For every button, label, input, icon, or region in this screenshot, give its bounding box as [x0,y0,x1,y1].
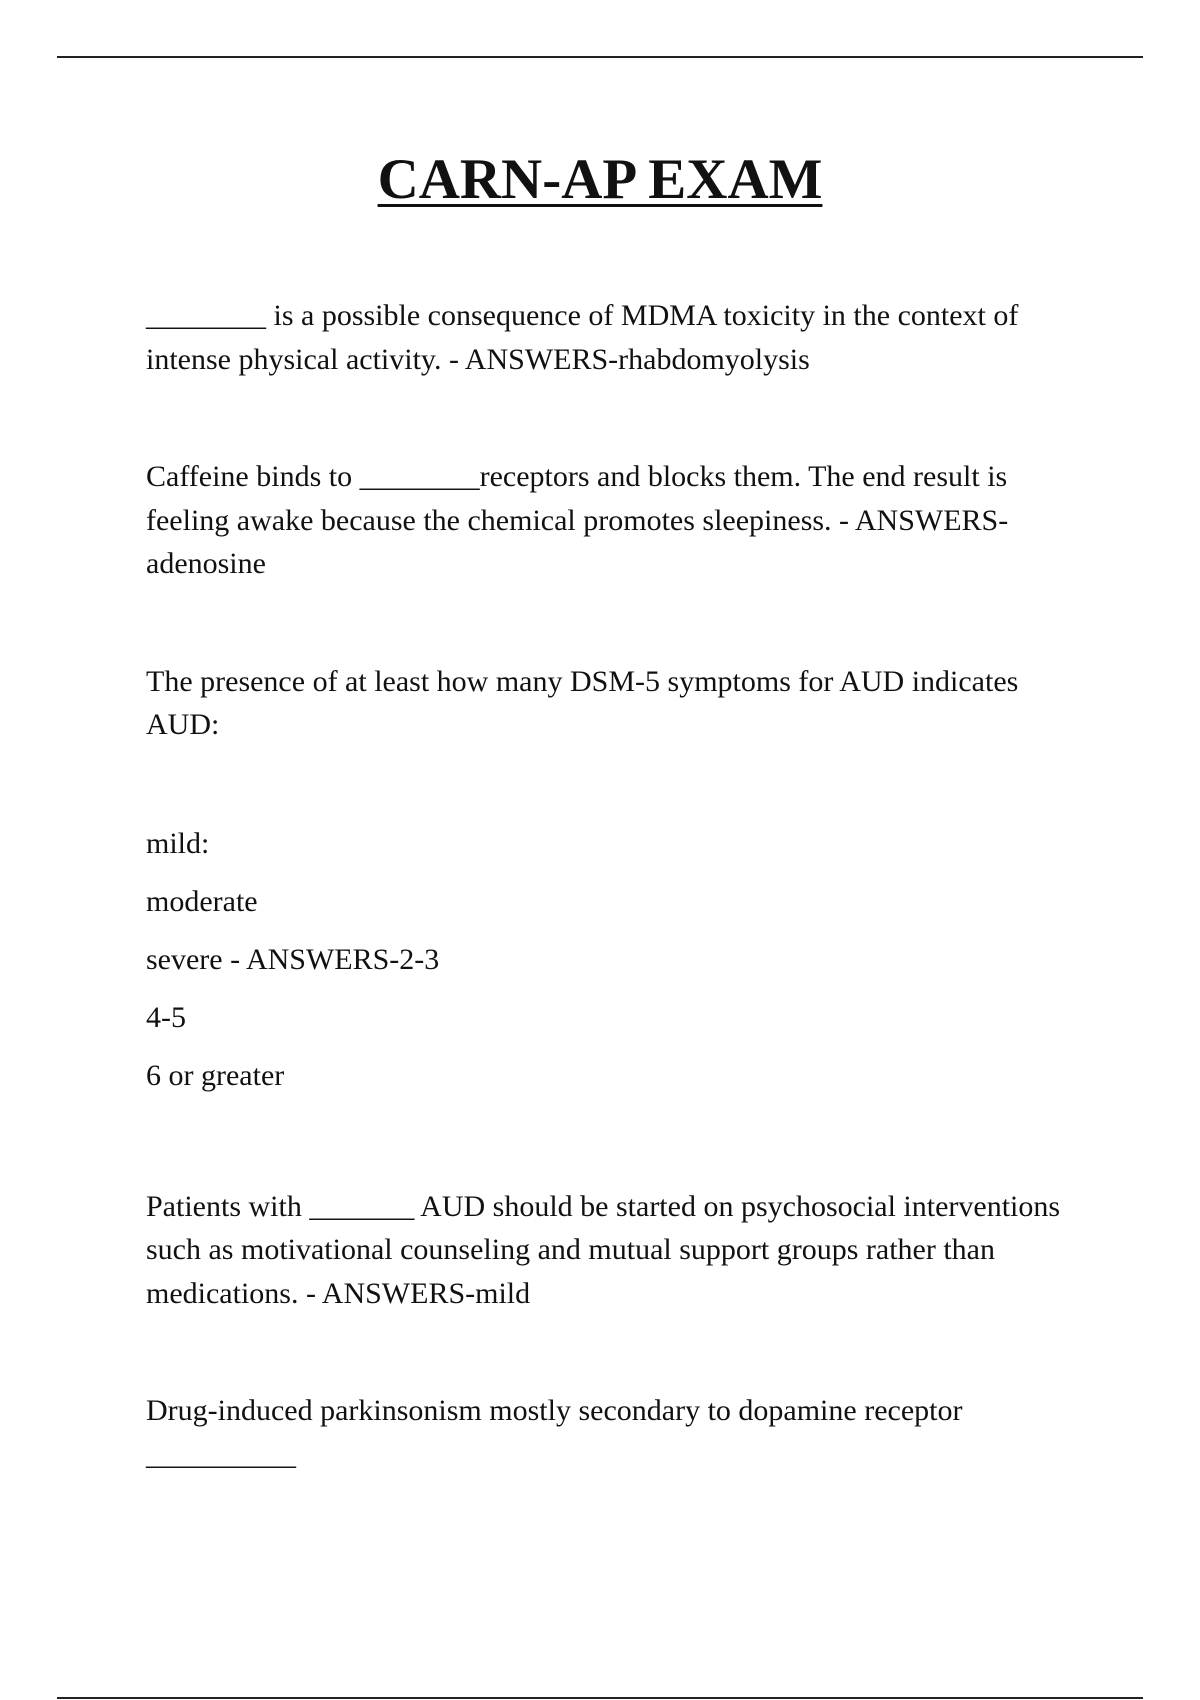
bottom-divider [57,1697,1143,1699]
page-title [0,148,1200,212]
option-line: severe - ANSWERS-2-3 [146,942,440,976]
question-3: The presence of at least how many DSM-5 symptoms for AUD indicates AUD: [146,664,1025,741]
option-line: mild: [146,826,210,860]
option-line: 4-5 [146,1000,186,1034]
page-title-text: CARN-AP EXAM [377,148,823,211]
option-line: moderate [146,884,258,918]
question-list [146,294,1066,1476]
top-divider [57,56,1143,58]
question-1: ________ is a possible consequence of MDMA toxicity in the context of intense physical activity. - ANSWERS-rhabdomyolysis [146,299,1026,376]
option-line: 6 or greater [146,1058,285,1092]
question-2: Caffeine binds to ________receptors and blocks them. The end result is feeling awake because the chemical promotes sleepiness. - ANSWERS-adenosine [146,460,1015,580]
question-4: Patients with _______ AUD should be started on psychosocial interventions such as motivational counseling and mutual support groups rather than medications. - ANSWERS-mild [146,1189,1068,1310]
question-3-options [146,815,1066,1105]
question-5: Drug-induced parkinsonism mostly secondary to dopamine receptor __________ [146,1394,970,1471]
